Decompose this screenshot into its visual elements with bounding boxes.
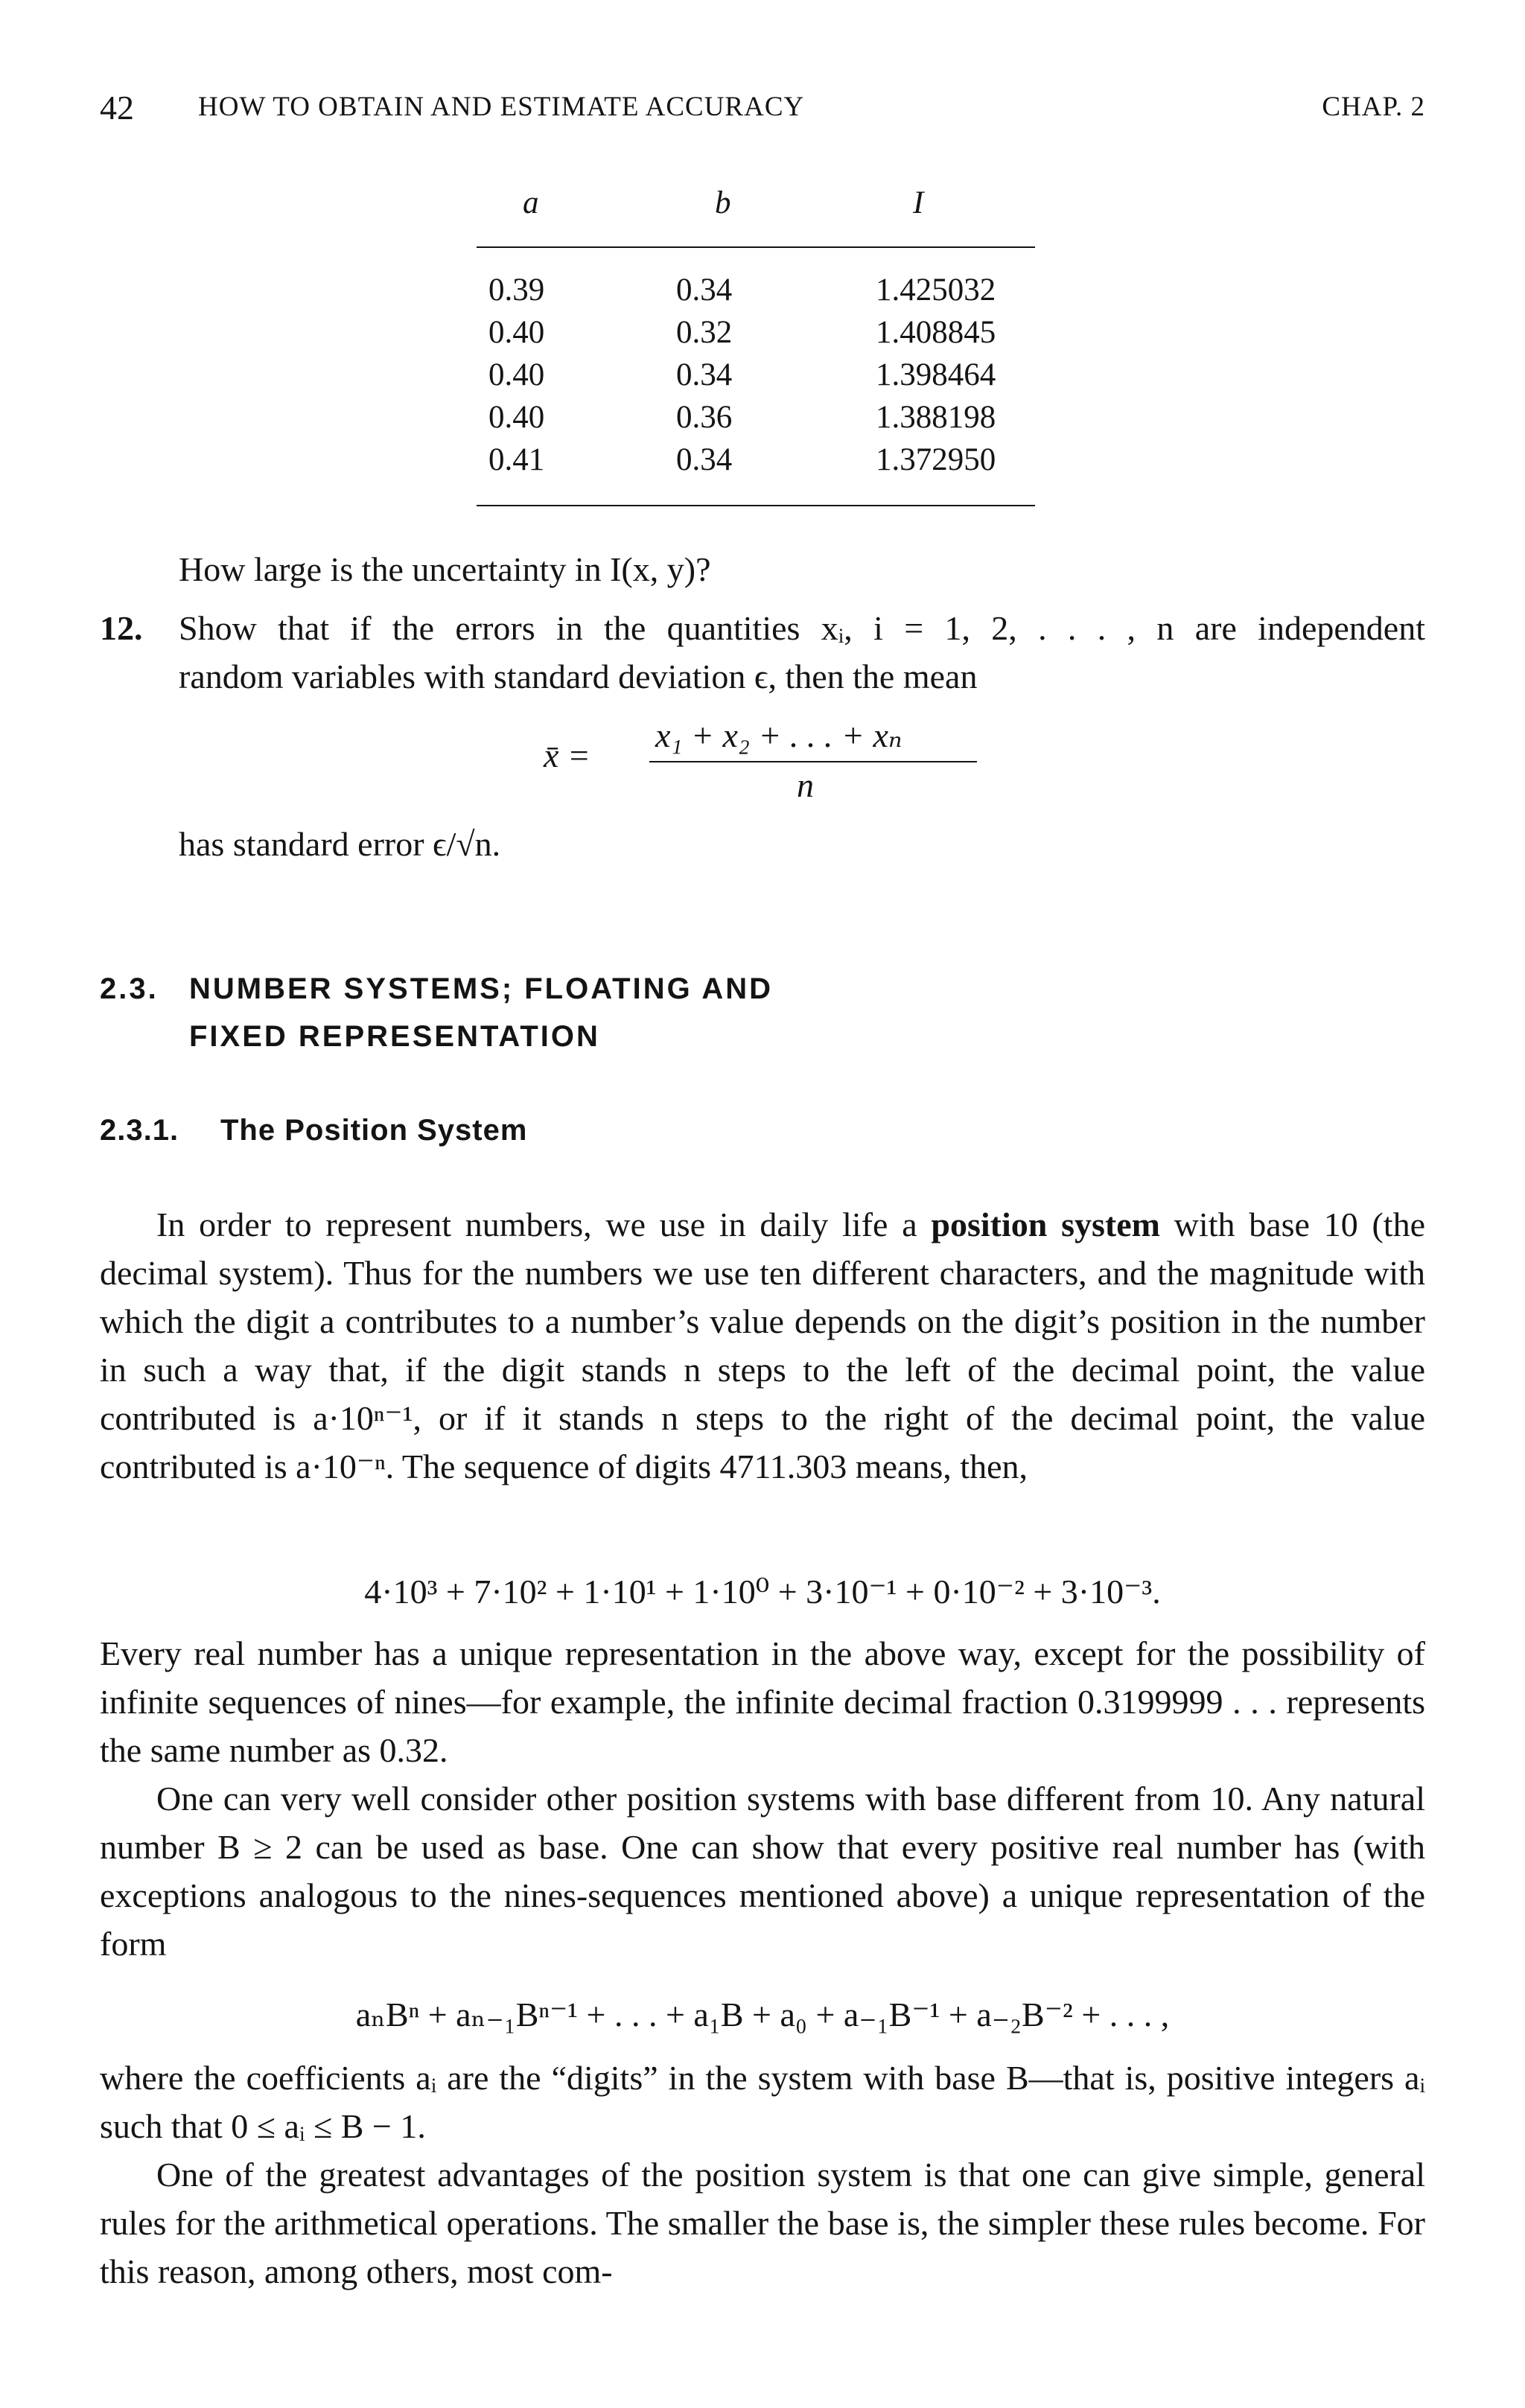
cell-a: 0.41 [488, 442, 545, 477]
cell-a: 0.40 [488, 357, 545, 392]
exercise-line-1: Show that if the errors in the quantities xᵢ, i = 1, 2, . . . , n are independent [179, 609, 1425, 647]
column-header-a: a [523, 185, 539, 220]
subsection-number: 2.3.1. [100, 1114, 179, 1147]
cell-a: 0.40 [488, 315, 545, 350]
exercise-line-2: random variables with standard deviation ϵ, then the mean [179, 657, 978, 695]
cell-b: 0.36 [676, 400, 733, 435]
exercise-number: 12. [100, 609, 143, 647]
cell-b: 0.34 [676, 442, 733, 477]
formula-numerator: x₁ + x₂ + . . . + xₙ [655, 716, 902, 754]
cell-b: 0.34 [676, 357, 733, 392]
cell-a: 0.40 [488, 400, 545, 435]
running-head [100, 88, 1425, 133]
running-head-title: HOW TO OBTAIN AND ESTIMATE ACCURACY [198, 92, 805, 122]
cell-i: 1.398464 [876, 357, 996, 392]
paragraph-1-start: In order to represent numbers, we use in daily life a [156, 1205, 932, 1243]
base-b-expansion-formula: aₙBⁿ + aₙ₋₁Bⁿ⁻¹ + . . . + a₁B + a₀ + a₋₁B⁻¹ + a₋₂B⁻² + . . . , [355, 1995, 1170, 2033]
table-bottom-rule [477, 505, 1035, 506]
table-top-rule [477, 246, 1035, 248]
cell-i: 1.408845 [876, 315, 996, 350]
cell-b: 0.32 [676, 315, 733, 350]
table-row [477, 314, 1035, 357]
cell-i: 1.425032 [876, 273, 996, 308]
table-row [477, 399, 1035, 442]
table-header-row [477, 185, 1035, 227]
section-title-line-2: FIXED REPRESENTATION [189, 1020, 600, 1053]
section-number: 2.3. [100, 972, 159, 1005]
paragraph-4: where the coefficients aᵢ are the “digits” in the system with base B—that is, positive integers aᵢ such that 0 ≤ aᵢ ≤ B − 1. [100, 2059, 1425, 2145]
paragraph-1-rest: with base 10 (the decimal system). Thus for the numbers we use ten different characters, and the magnitude with which the digit a contributes to a number’s value depends on the digit’s position in the number in such a way that, if the digit stands n steps to the left of the decimal point, the value contributed is a·10ⁿ⁻¹, or if it stands n steps to the right of the decimal point, the value contributed is a·10⁻ⁿ. The sequence of digits 4711.303 means, then, [100, 1205, 1425, 1485]
cell-i: 1.388198 [876, 400, 996, 435]
column-header-b: b [715, 185, 731, 220]
table-row [477, 357, 1035, 399]
chapter-label: CHAP. 2 [1322, 92, 1425, 122]
decimal-expansion-formula: 4·10³ + 7·10² + 1·10¹ + 1·10⁰ + 3·10⁻¹ + 0·10⁻² + 3·10⁻³. [364, 1573, 1161, 1611]
table-row [477, 442, 1035, 484]
question-text: How large is the uncertainty in I(x, y)? [179, 550, 711, 588]
paragraph-2: Every real number has a unique representation in the above way, except for the possibility of infinite sequences of nines—for example, the infinite decimal fraction 0.3199999 . . . represents the same number as 0.32. [100, 1634, 1425, 1769]
cell-i: 1.372950 [876, 442, 996, 477]
section-title-line-1: NUMBER SYSTEMS; FLOATING AND [189, 972, 773, 1005]
formula-denominator: n [797, 766, 814, 804]
cell-b: 0.34 [676, 273, 733, 308]
paragraph-3: One can very well consider other position systems with base different from 10. Any natural number B ≥ 2 can be used as base. One can show that every positive real number has (with exceptions analogous to the nines-sequences mentioned above) a unique representation of the form [100, 1780, 1425, 1963]
column-header-i: I [913, 185, 924, 220]
paragraph-5: One of the greatest advantages of the position system is that one can give simple, general rules for the arithmetical operations. The smaller the base is, the simpler these rules become. For this reason, among others, most com- [100, 2156, 1425, 2290]
exercise-conclusion: has standard error ϵ/√n. [179, 825, 501, 863]
cell-a: 0.39 [488, 273, 545, 308]
mean-symbol: x̄ = [544, 736, 590, 774]
paragraph-1 [100, 1200, 1425, 1491]
table-row [477, 272, 1035, 314]
page-number: 42 [100, 89, 134, 127]
subsection-title: The Position System [220, 1114, 528, 1147]
bold-term: position system [931, 1205, 1160, 1243]
data-table [477, 185, 1035, 506]
fraction-bar [649, 761, 977, 762]
